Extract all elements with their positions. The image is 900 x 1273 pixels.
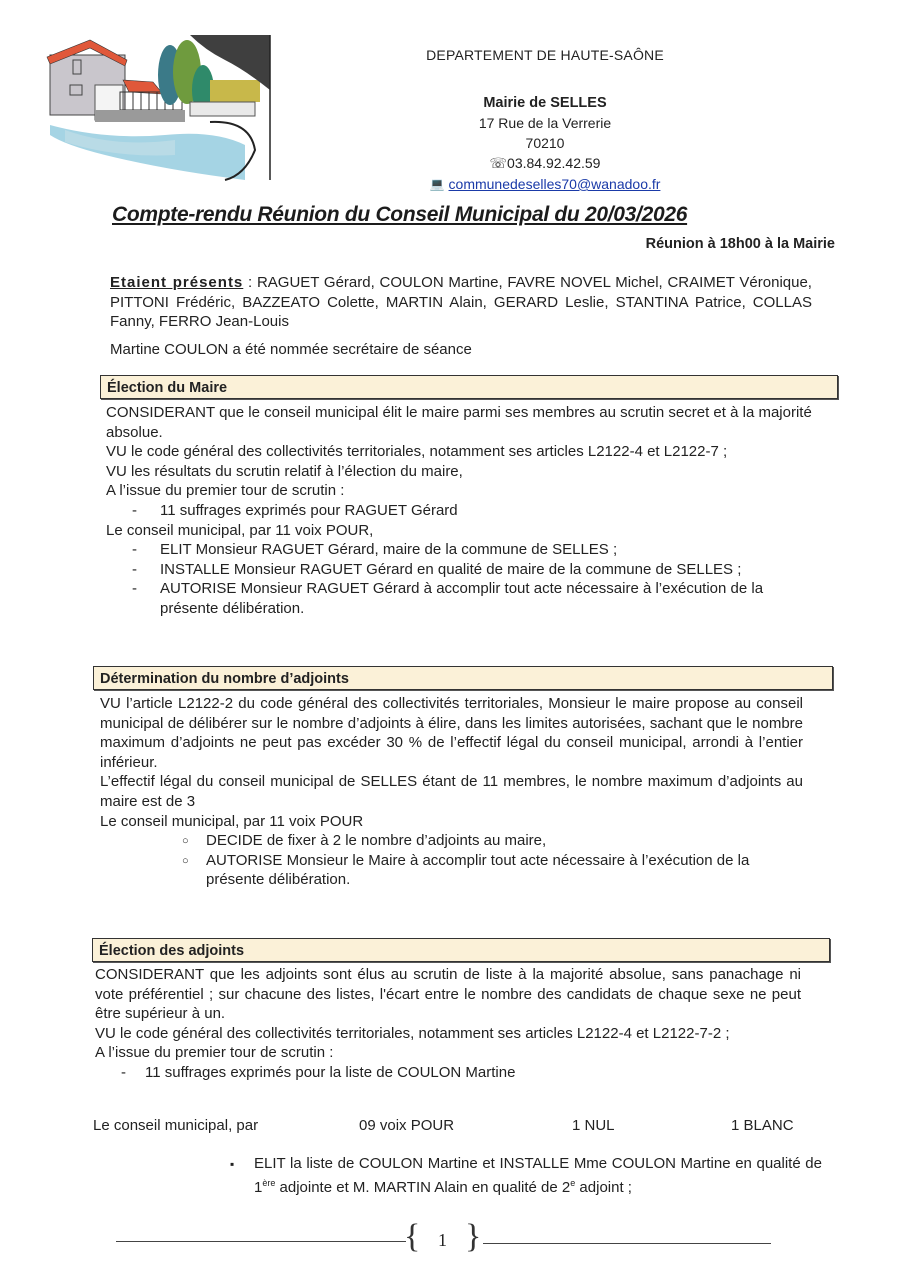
document-title: Compte-rendu Réunion du Conseil Municipal du 20/03/2026 (112, 203, 688, 226)
section-election-adjoints-body (95, 965, 801, 1083)
result-item: - 11 suffrages exprimés pour la liste de COULON Martine (95, 1063, 801, 1083)
page-number: 1 (438, 1230, 447, 1250)
results-list (106, 501, 826, 521)
vu-resultats: VU les résultats du scrutin relatif à l’élection du maire, (106, 462, 463, 480)
secretary-note: Martine COULON a été nommée secrétaire de séance (110, 341, 472, 358)
decision-item: - AUTORISE Monsieur RAGUET Gérard à accomplir tout acte nécessaire à l’exécution de la présente délibération. (106, 579, 826, 618)
footer-rule-right (483, 1243, 771, 1244)
attendance-label: Etaient présents (110, 274, 244, 291)
vote-line: Le conseil municipal, par 11 voix POUR (100, 812, 364, 830)
footer-rule-left (116, 1241, 406, 1242)
section-election-maire-body (106, 403, 826, 619)
department-name: DEPARTEMENT DE HAUTE-SAÔNE (426, 47, 664, 63)
decisions-list (106, 540, 826, 618)
decision-item: - ELIT Monsieur RAGUET Gérard, maire de la commune de SELLES ; (106, 540, 826, 560)
postal-code: 70210 (525, 135, 565, 151)
considerant: CONSIDERANT que le conseil municipal élit le maire parmi ses membres au scrutin secret et à la majorité absolue. (106, 404, 812, 441)
section-heading-election-adjoints: Élection des adjoints (92, 938, 830, 962)
decision-item: ○ AUTORISE Monsieur le Maire à accomplir tout acte nécessaire à l’exécution de la présente délibération. (100, 851, 803, 890)
footer-brace-right: } (465, 1218, 482, 1255)
email-link[interactable]: communedeselles70@wanadoo.fr (448, 176, 661, 192)
vu-article: VU l’article L2122-2 du code général des collectivités territoriales, Monsieur le maire propose au conseil municipal de délibérer sur le nombre d’adjoints à élire, dans les limites autorisées, sachant que le nombre maximum d’adjoints ne peut pas excéder 30 % de l’effectif légal du conseil municipal, arrondi à l’entier inférieur. (100, 695, 803, 771)
vu-code: VU le code général des collectivités territoriales, notamment ses articles L2122-4 et L2122-7 ; (106, 443, 728, 461)
address: 17 Rue de la Verrerie (478, 115, 612, 131)
attendance-paragraph: Etaient présents : RAGUET Gérard, COULON Martine, FAVRE NOVEL Michel, CRAIMET Véronique, PITTONI Frédéric, BAZZEATO Colette, MARTIN Alain, GERARD Leslie, STANTINA Patrice, COLLAS Fanny, FERRO Jean-Louis (110, 274, 812, 331)
election-adjoints-decision: ▪ ELIT la liste de COULON Martine et INSTALLE Mme COULON Martine en qualité de 1ère adjointe et M. MARTIN Alain en qualité de 2e adjoint ; (230, 1154, 822, 1197)
section-heading-election-maire: Élection du Maire (100, 375, 838, 399)
section-heading-nombre-adjoints: Détermination du nombre d’adjoints (93, 666, 833, 690)
computer-icon: 💻 (429, 177, 445, 191)
vote-pour: 09 voix POUR (359, 1117, 455, 1134)
phone-number: 03.84.92.42.59 (507, 155, 601, 171)
mairie-name: Mairie de SELLES (483, 95, 607, 111)
vu-code: VU le code général des collectivités territoriales, notamment ses articles L2122-4 et L2122-7-2 ; (95, 1024, 730, 1042)
issue-scrutin: A l’issue du premier tour de scrutin : (106, 482, 345, 500)
vote-line: Le conseil municipal, par 11 voix POUR, (106, 521, 374, 539)
phone-row (380, 153, 710, 173)
result-item: - 11 suffrages exprimés pour RAGUET Gérard (106, 501, 826, 521)
vote-label: Le conseil municipal, par (93, 1117, 259, 1134)
email-row (430, 174, 661, 194)
letterhead (380, 45, 710, 194)
vote-nul: 1 NUL (572, 1117, 615, 1134)
vote-results-row (93, 1117, 803, 1137)
section-nombre-adjoints-body (100, 694, 803, 890)
decisions-list (100, 831, 803, 890)
meeting-info: Réunion à 18h00 à la Mairie (645, 236, 835, 252)
decision-item: ○ DECIDE de fixer à 2 le nombre d’adjoints au maire, (100, 831, 803, 851)
commune-logo (45, 30, 275, 182)
results-list (95, 1063, 801, 1083)
footer-brace-left: { (404, 1218, 421, 1255)
issue-scrutin: A l’issue du premier tour de scrutin : (95, 1044, 334, 1062)
decision-item: - INSTALLE Monsieur RAGUET Gérard en qualité de maire de la commune de SELLES ; (106, 560, 826, 580)
telephone-icon: ☏ (489, 155, 508, 171)
effectif-legal: L’effectif légal du conseil municipal de SELLES étant de 11 membres, le nombre maximum d’adjoints au maire est de 3 (100, 773, 803, 810)
vote-blanc: 1 BLANC (731, 1117, 794, 1134)
considerant: CONSIDERANT que les adjoints sont élus au scrutin de liste à la majorité absolue, sans panachage ni vote préférentiel ; sur chacune des listes, l'écart entre le nombre des candidats de chaque sexe ne peut être supérieur à un. (95, 966, 801, 1023)
attendance-names: RAGUET Gérard, COULON Martine, FAVRE NOVEL Michel, CRAIMET Véronique, PITTONI Frédéric, BAZZEATO Colette, MARTIN Alain, GERARD Leslie, STANTINA Patrice, COLLAS Fanny, FERRO Jean-Louis (110, 274, 812, 331)
